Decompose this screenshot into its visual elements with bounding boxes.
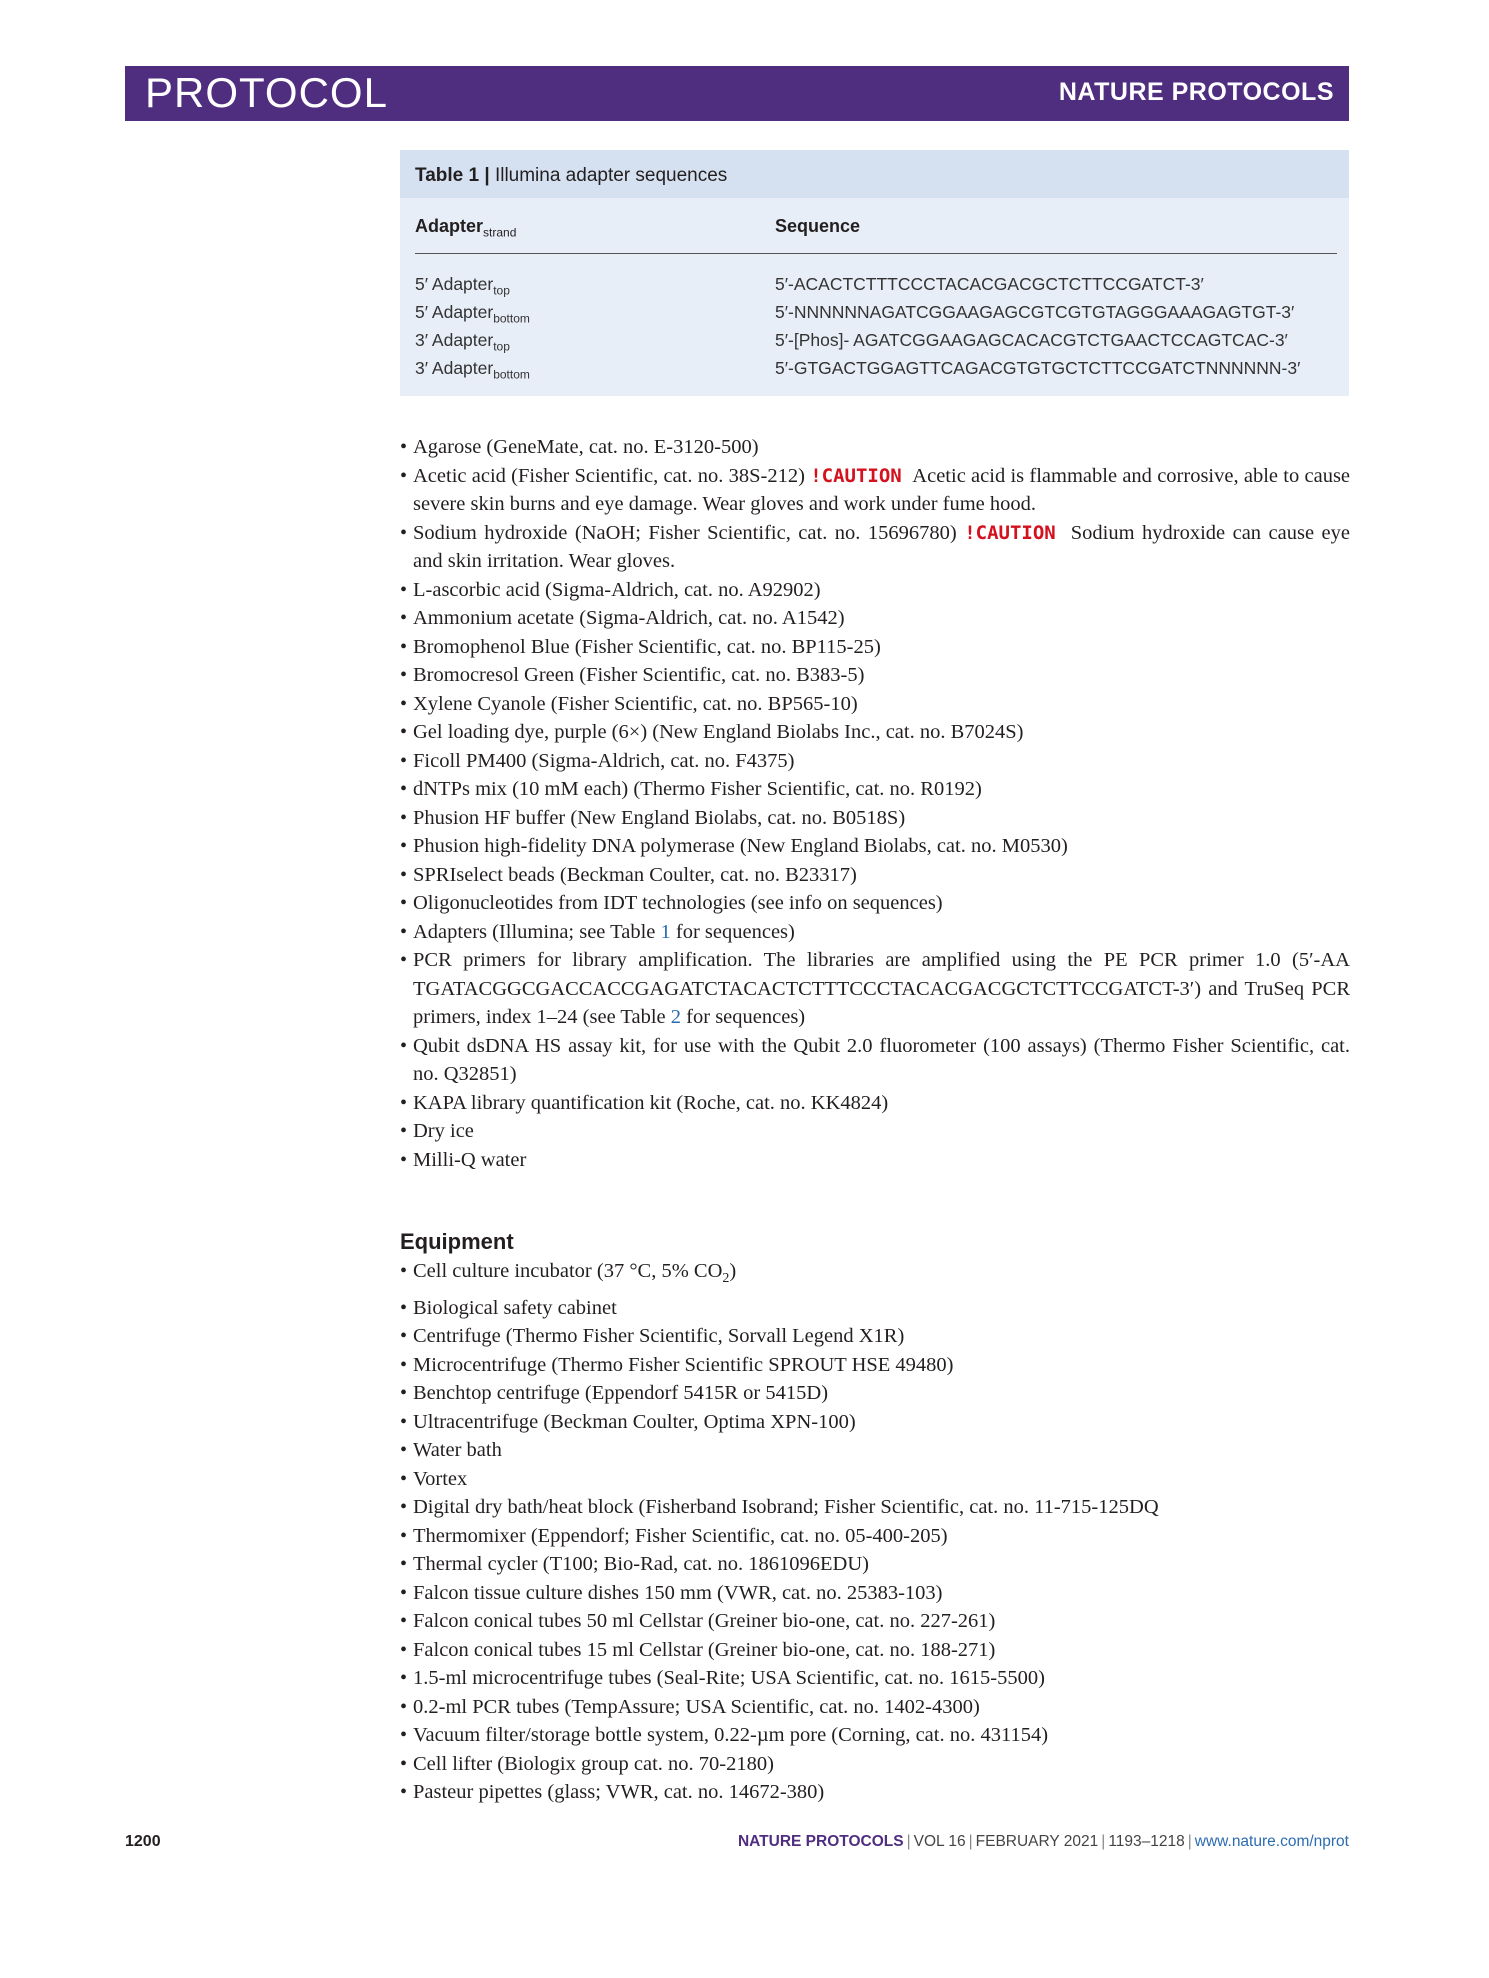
list-item: • Gel loading dye, purple (6×) (New England Biolabs Inc., cat. no. B7024S) [400, 718, 1350, 747]
table-row [400, 356, 1349, 384]
footer-journal-name: NATURE PROTOCOLS [737, 1833, 904, 1850]
list-item: • Pasteur pipettes (glass; VWR, cat. no. 14672-380) [400, 1778, 1350, 1807]
table-row [400, 300, 1349, 328]
list-item: • PCR primers for library amplification. The libraries are amplified using the PE PCR primer 1.0 (5′-AA TGATACGGCGACCACCGAGATCTACACTCTTTCCCTACACGACGCTCTTCCGATCT-3′) and TruSeq PCR primers, index 1–24 (see Table 2 for sequences) [400, 946, 1350, 1032]
journal-footer: NATURE PROTOCOLS | VOL 16 | FEBRUARY 2021 | 1193–1218 | www.nature.com/nprot [737, 1833, 1349, 1850]
page-number: 1200 [125, 1833, 161, 1850]
column-header-sequence: Sequence [775, 216, 861, 236]
list-item: • Falcon conical tubes 50 ml Cellstar (Greiner bio-one, cat. no. 227-261) [400, 1607, 1350, 1636]
list-item: • Bromophenol Blue (Fisher Scientific, cat. no. BP115-25) [400, 633, 1350, 662]
table-caption-text: Illumina adapter sequences [494, 165, 728, 186]
list-item: • Milli-Q water [400, 1146, 1350, 1175]
list-item: • Dry ice [400, 1117, 1350, 1146]
list-item: • Ficoll PM400 (Sigma-Aldrich, cat. no. F4375) [400, 747, 1350, 776]
list-item: • Agarose (GeneMate, cat. no. E-3120-500) [400, 433, 1350, 462]
list-item: • Falcon conical tubes 15 ml Cellstar (Greiner bio-one, cat. no. 188-271) [400, 1636, 1350, 1665]
journal-title: NATURE PROTOCOLS [1058, 78, 1334, 106]
adapter-sequence: 5′-NNNNNNAGATCGGAAGAGCGTCGTGTAGGGAAAGAGTGT-3′ [775, 302, 1295, 322]
table-row [400, 272, 1349, 300]
table-rule [415, 253, 1337, 254]
list-item: • Adapters (Illumina; see Table 1 for sequences) [400, 918, 1350, 947]
list-item: • Digital dry bath/heat block (Fisherband Isobrand; Fisher Scientific, cat. no. 11-715-125DQ [400, 1493, 1350, 1522]
list-item: • Vacuum filter/storage bottle system, 0.22-µm pore (Corning, cat. no. 431154) [400, 1721, 1350, 1750]
list-item: • dNTPs mix (10 mM each) (Thermo Fisher Scientific, cat. no. R0192) [400, 775, 1350, 804]
list-item: • KAPA library quantification kit (Roche, cat. no. KK4824) [400, 1089, 1350, 1118]
list-item: • Thermal cycler (T100; Bio-Rad, cat. no. 1861096EDU) [400, 1550, 1350, 1579]
list-item: • Thermomixer (Eppendorf; Fisher Scientific, cat. no. 05-400-205) [400, 1522, 1350, 1551]
list-item: • 1.5-ml microcentrifuge tubes (Seal-Rite; USA Scientific, cat. no. 1615-5500) [400, 1664, 1350, 1693]
adapter-table [400, 150, 1349, 396]
table-reference-link[interactable]: 2 [670, 1006, 682, 1028]
list-item: • Water bath [400, 1436, 1350, 1465]
adapter-sequence: 5′-GTGACTGGAGTTCAGACGTGTGCTCTTCCGATCTNNNNNN-3′ [775, 358, 1301, 378]
list-item: • Xylene Cyanole (Fisher Scientific, cat. no. BP565-10) [400, 690, 1350, 719]
list-item: • Microcentrifuge (Thermo Fisher Scientific SPROUT HSE 49480) [400, 1351, 1350, 1380]
list-item: • Vortex [400, 1465, 1350, 1494]
list-item: • Biological safety cabinet [400, 1294, 1350, 1323]
caution-label: !CAUTION [964, 521, 1056, 544]
adapter-sequence: 5′-[Phos]- AGATCGGAAGAGCACACGTCTGAACTCCAGTCAC-3′ [775, 330, 1288, 350]
list-item: • SPRIselect beads (Beckman Coulter, cat. no. B23317) [400, 861, 1350, 890]
table-caption [415, 164, 727, 188]
list-item: • Cell lifter (Biologix group cat. no. 70-2180) [400, 1750, 1350, 1779]
section-label: PROTOCOL [145, 69, 388, 116]
adapter-sequence: 5′-ACACTCTTTCCCTACACGACGCTCTTCCGATCT-3′ [775, 274, 1204, 294]
table-row [400, 328, 1349, 356]
list-item: • Falcon tissue culture dishes 150 mm (VWR, cat. no. 25383-103) [400, 1579, 1350, 1608]
list-item: • Ammonium acetate (Sigma-Aldrich, cat. no. A1542) [400, 604, 1350, 633]
equipment-heading: Equipment [400, 1229, 514, 1254]
footer-date: FEBRUARY 2021 [975, 1833, 1099, 1850]
adapter-name: 3′ Adapter$_{bottom}$ [415, 358, 530, 382]
footer-volume: VOL 16 [913, 1833, 966, 1850]
table-caption-bar [400, 150, 1349, 198]
list-item: • 0.2-ml PCR tubes (TempAssure; USA Scientific, cat. no. 1402-4300) [400, 1693, 1350, 1722]
table-reference-link[interactable]: 1 [660, 920, 671, 943]
list-item: • L-ascorbic acid (Sigma-Aldrich, cat. no. A92902) [400, 576, 1350, 605]
column-header-adapter: Adapter$_{strand}$ [415, 216, 517, 240]
equipment-list [400, 1257, 1350, 1807]
list-item: • Sodium hydroxide (NaOH; Fisher Scientific, cat. no. 15696780) !CAUTION Sodium hydroxide can cause eye and skin irritation. Wear gloves. [400, 519, 1350, 576]
list-item: • Phusion HF buffer (New England Biolabs, cat. no. B0518S) [400, 804, 1350, 833]
adapter-name: 5′ Adapter$_{bottom}$ [415, 302, 530, 326]
list-item: • Acetic acid (Fisher Scientific, cat. no. 38S-212) !CAUTION Acetic acid is flammable and corrosive, able to cause severe skin burns and eye damage. Wear gloves and work under fume hood. [400, 462, 1350, 519]
list-item: • Phusion high-fidelity DNA polymerase (New England Biolabs, cat. no. M0530) [400, 832, 1350, 861]
header-bar [125, 66, 1349, 121]
table-caption-separator: | [479, 165, 495, 186]
reagents-list [400, 433, 1350, 1174]
list-item: • Bromocresol Green (Fisher Scientific, cat. no. B383-5) [400, 661, 1350, 690]
list-item: • Benchtop centrifuge (Eppendorf 5415R or 5415D) [400, 1379, 1350, 1408]
list-item: • Qubit dsDNA HS assay kit, for use with the Qubit 2.0 fluorometer (100 assays) (Thermo Fisher Scientific, cat. no. Q32851) [400, 1032, 1350, 1089]
footer-pages: 1193–1218 [1108, 1833, 1185, 1850]
adapter-name: 5′ Adapter$_{top}$ [415, 274, 510, 298]
list-item: • Oligonucleotides from IDT technologies (see info on sequences) [400, 889, 1350, 918]
table-caption-label: Table 1 [415, 165, 480, 186]
list-item: • Centrifuge (Thermo Fisher Scientific, Sorvall Legend X1R) [400, 1322, 1350, 1351]
list-item: • Cell culture incubator (37 °C, 5% $CO_2$) [400, 1257, 1350, 1294]
caution-label: !CAUTION [810, 464, 902, 487]
list-item: • Ultracentrifuge (Beckman Coulter, Optima XPN-100) [400, 1408, 1350, 1437]
footer-url-link[interactable]: www.nature.com/nprot [1194, 1833, 1349, 1850]
adapter-name: 3′ Adapter$_{top}$ [415, 330, 510, 354]
